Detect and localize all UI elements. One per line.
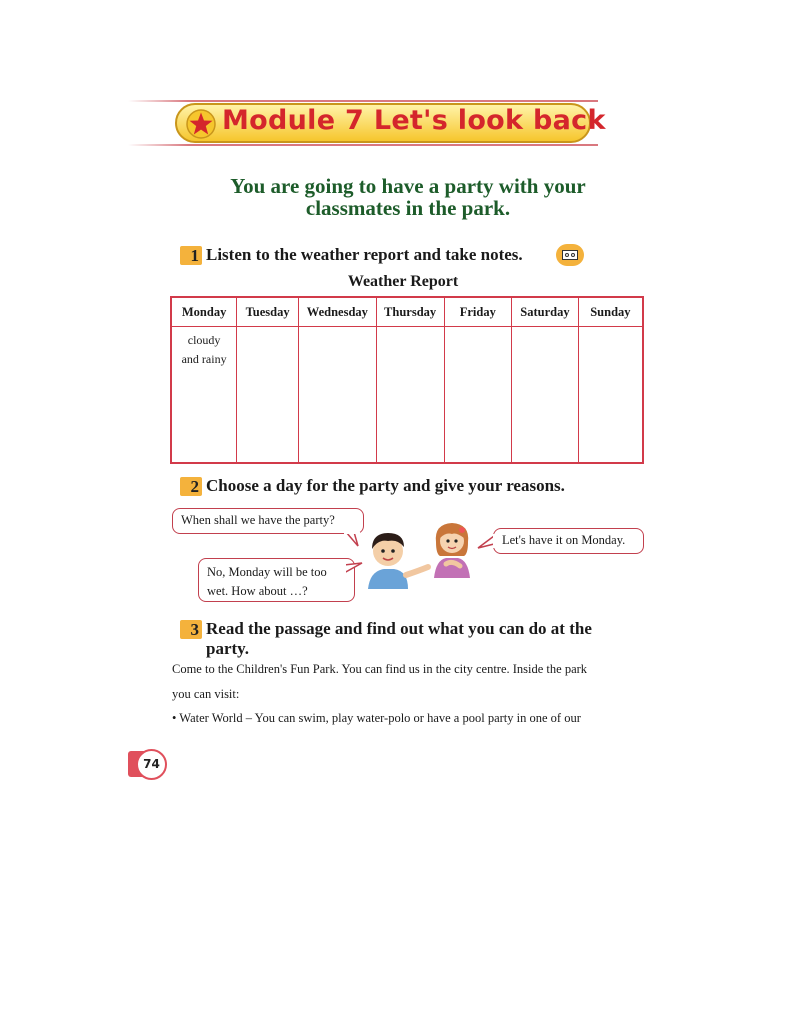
speech-bubble-girl: [493, 528, 644, 554]
subtitle-line-1: You are going to have a party with your: [230, 174, 586, 198]
module-title: Module 7 Let's look back: [222, 105, 606, 136]
passage-line-2: you can visit:: [172, 687, 240, 701]
weather-report-table: [170, 296, 644, 464]
section-3-number: 3: [180, 620, 202, 639]
column-header: Sunday: [578, 297, 643, 327]
girl-illustration: [428, 520, 476, 578]
section-3-instruction-line-2: party.: [206, 639, 249, 658]
passage-line-3: • Water World – You can swim, play water-polo or have a pool party in one of our: [172, 711, 581, 725]
note-cell[interactable]: [376, 327, 444, 464]
column-header: Friday: [444, 297, 512, 327]
boy-illustration: [360, 527, 432, 589]
bubble-text: wet. How about …?: [207, 584, 308, 598]
speech-bubble-reply: [198, 558, 355, 602]
note-cell[interactable]: [298, 327, 376, 464]
weather-report-title: Weather Report: [347, 273, 459, 290]
note-cell[interactable]: [512, 327, 579, 464]
note-cell[interactable]: [237, 327, 299, 464]
bubble-text: No, Monday will be too: [207, 565, 327, 579]
star-icon: [186, 109, 216, 139]
passage-line-1: Come to the Children's Fun Park. You can find us in the city centre. Inside the park: [172, 662, 588, 676]
note-cell[interactable]: [444, 327, 512, 464]
table-header-row: [171, 297, 643, 327]
section-3-instruction-line-1: Read the passage and find out what you can do at the: [206, 619, 592, 638]
note-cell[interactable]: [578, 327, 643, 464]
column-header: Monday: [171, 297, 237, 327]
table-row: [171, 327, 643, 464]
section-2-number: 2: [180, 477, 202, 496]
column-header: Tuesday: [237, 297, 299, 327]
page-number: 74: [136, 749, 167, 780]
page-subtitle: [150, 175, 666, 219]
section-2-instruction: Choose a day for the party and give your reasons.: [206, 476, 565, 495]
speech-bubble-question: [172, 508, 364, 534]
column-header: Thursday: [376, 297, 444, 327]
subtitle-line-2: classmates in the park.: [305, 196, 511, 220]
bubble-text: Let's have it on Monday.: [502, 533, 626, 547]
bubble-text: When shall we have the party?: [181, 513, 335, 527]
column-header: Wednesday: [298, 297, 376, 327]
column-header: Saturday: [512, 297, 579, 327]
cassette-icon: [556, 244, 584, 266]
section-1-number: 1: [180, 246, 202, 265]
note-cell[interactable]: cloudy and rainy: [171, 327, 237, 464]
section-1-instruction: Listen to the weather report and take notes.: [206, 245, 523, 264]
